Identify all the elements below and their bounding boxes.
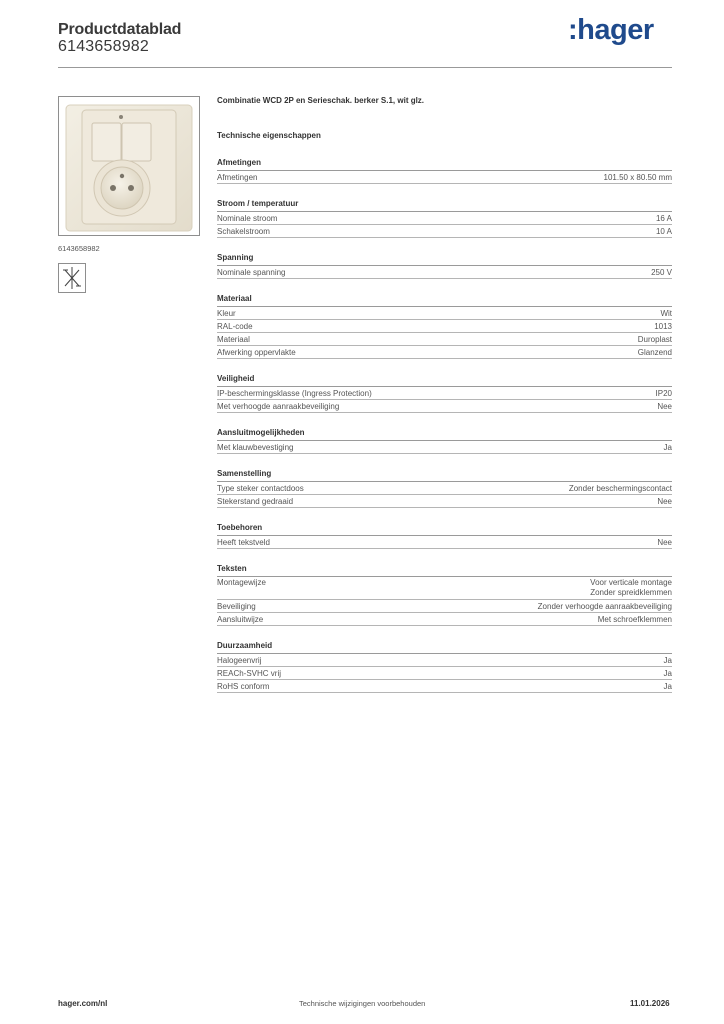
property-value: 10 A (655, 227, 672, 236)
group-title: Materiaal (217, 293, 672, 307)
property-label: Schakelstroom (217, 227, 270, 236)
group-title: Spanning (217, 252, 672, 266)
header-divider (58, 67, 672, 68)
property-label: Afmetingen (217, 173, 258, 182)
socket-switch-combination-image (59, 97, 199, 235)
product-description: Combinatie WCD 2P en Serieschak. berker S.1, wit glz. (217, 96, 425, 105)
property-row (217, 387, 672, 400)
property-value: 101.50 x 80.50 mm (603, 173, 672, 182)
property-group (217, 640, 672, 693)
property-row (217, 266, 672, 279)
property-label: RoHS conform (217, 682, 270, 691)
property-value: 16 A (655, 214, 672, 223)
property-label: Aansluitwijze (217, 615, 264, 624)
property-label: Met klauwbevestiging (217, 443, 294, 452)
property-label: Heeft tekstveld (217, 538, 270, 547)
property-label: IP-beschermingsklasse (Ingress Protection) (217, 389, 372, 398)
footer-url[interactable]: hager.com/nl (58, 999, 108, 1008)
property-group (217, 427, 672, 454)
hager-logo: :hager (568, 14, 654, 46)
group-title: Aansluitmogelijkheden (217, 427, 672, 441)
property-groups (217, 157, 672, 693)
property-row (217, 441, 672, 454)
property-value: Wit (660, 309, 672, 318)
property-row (217, 320, 672, 333)
property-label: Montagewijze (217, 578, 266, 587)
property-value: Zonder beschermingscontact (568, 484, 672, 493)
product-code: 6143658982 (58, 38, 149, 55)
property-label: Met verhoogde aanraakbeveiliging (217, 402, 340, 411)
property-label: Stekerstand gedraaid (217, 497, 294, 506)
group-title: Stroom / temperatuur (217, 198, 672, 212)
property-row (217, 536, 672, 549)
property-value: Glanzend (637, 348, 672, 357)
property-group (217, 373, 672, 413)
property-label: Type steker contactdoos (217, 484, 304, 493)
property-value: 1013 (654, 322, 672, 331)
property-value: Nee (657, 402, 672, 411)
property-row (217, 667, 672, 680)
property-row (217, 400, 672, 413)
property-row (217, 212, 672, 225)
property-row (217, 613, 672, 626)
image-caption: 6143658982 (58, 244, 100, 253)
property-group (217, 252, 672, 279)
property-value: Met schroefklemmen (597, 615, 672, 624)
group-title: Afmetingen (217, 157, 672, 171)
property-value: Nee (657, 497, 672, 506)
footer-note: Technische wijzigingen voorbehouden (299, 999, 426, 1008)
property-row (217, 225, 672, 238)
property-value: Ja (663, 656, 672, 665)
property-label: Beveiliging (217, 602, 256, 611)
product-image (58, 96, 200, 236)
property-value: Ja (663, 443, 672, 452)
property-label: REACh-SVHC vrij (217, 669, 282, 678)
property-row (217, 680, 672, 693)
property-group (217, 293, 672, 359)
property-group (217, 563, 672, 626)
group-title: Toebehoren (217, 522, 672, 536)
footer-date: 11.01.2026 (630, 999, 670, 1008)
property-value: IP20 (655, 389, 672, 398)
group-title: Veiligheid (217, 373, 672, 387)
property-row (217, 495, 672, 508)
socket-switch-symbol-icon (58, 263, 86, 293)
property-label: RAL-code (217, 322, 253, 331)
property-value: Duroplast (637, 335, 672, 344)
property-value: Ja (663, 669, 672, 678)
property-group (217, 198, 672, 238)
property-value: 250 V (651, 268, 672, 277)
property-row (217, 654, 672, 667)
property-label: Halogeenvrij (217, 656, 262, 665)
technical-properties-heading: Technische eigenschappen (217, 131, 321, 140)
property-row (217, 171, 672, 184)
property-row (217, 307, 672, 320)
property-group (217, 468, 672, 508)
property-value: Ja (663, 682, 672, 691)
property-group (217, 522, 672, 549)
property-label: Nominale stroom (217, 214, 278, 223)
group-title: Teksten (217, 563, 672, 577)
property-value: Zonder verhoogde aanraakbeveiliging (537, 602, 672, 611)
property-label: Nominale spanning (217, 268, 286, 277)
property-group (217, 157, 672, 184)
property-row (217, 333, 672, 346)
property-label: Afwerking oppervlakte (217, 348, 296, 357)
property-row (217, 600, 672, 613)
property-label: Materiaal (217, 335, 250, 344)
property-row (217, 577, 672, 600)
property-value: Voor verticale montage Zonder spreidklemmen (590, 578, 672, 597)
group-title: Samenstelling (217, 468, 672, 482)
property-row (217, 346, 672, 359)
property-row (217, 482, 672, 495)
group-title: Duurzaamheid (217, 640, 672, 654)
property-value: Nee (657, 538, 672, 547)
page-title: Productdatablad (58, 21, 182, 38)
property-label: Kleur (217, 309, 236, 318)
product-data-sheet (217, 96, 672, 693)
